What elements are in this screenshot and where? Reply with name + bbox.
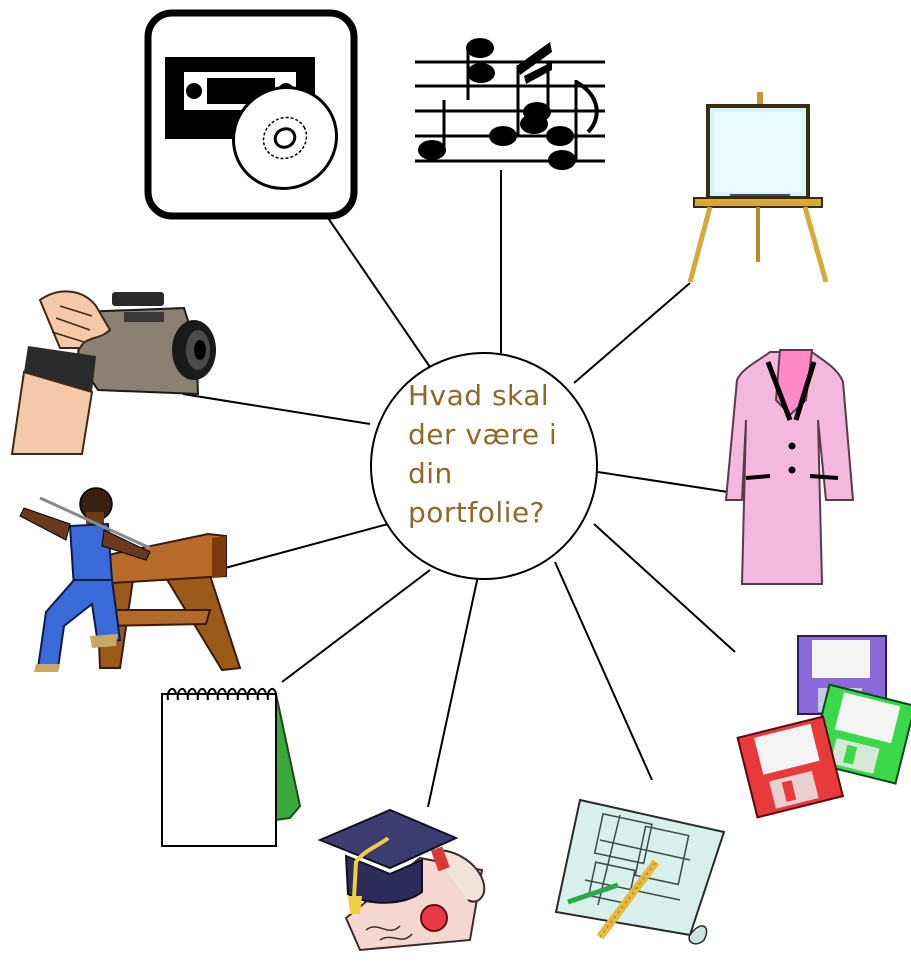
- hub-line-2: der være i: [408, 418, 558, 451]
- camcorder-icon: [12, 291, 216, 454]
- carpenter-icon: [20, 488, 240, 672]
- connector-video-cd: [328, 218, 432, 370]
- connector-camcorder: [183, 394, 370, 424]
- connector-floppy: [594, 524, 735, 652]
- connector-carpenter: [225, 524, 388, 568]
- connector-easel: [574, 283, 690, 383]
- hub-line-1: Hvad skal: [408, 379, 550, 412]
- blueprint-icon: [556, 800, 724, 944]
- video-cd-icon: [148, 13, 355, 216]
- hub-question: [408, 376, 588, 532]
- graduation-cap-diploma-icon: [320, 810, 484, 950]
- pink-suit-icon: [726, 350, 853, 584]
- notepad-icon: [162, 689, 300, 846]
- hub-line-4: portfolie?: [408, 496, 546, 529]
- hub-line-3: din: [408, 457, 453, 490]
- floppy-disks-icon: [738, 636, 911, 817]
- connector-blueprint: [555, 562, 652, 780]
- easel-icon: [690, 92, 826, 282]
- connector-notepad: [282, 570, 430, 682]
- connector-suit: [598, 472, 728, 492]
- music-notes-icon: [415, 38, 605, 170]
- connector-graduation: [428, 576, 478, 807]
